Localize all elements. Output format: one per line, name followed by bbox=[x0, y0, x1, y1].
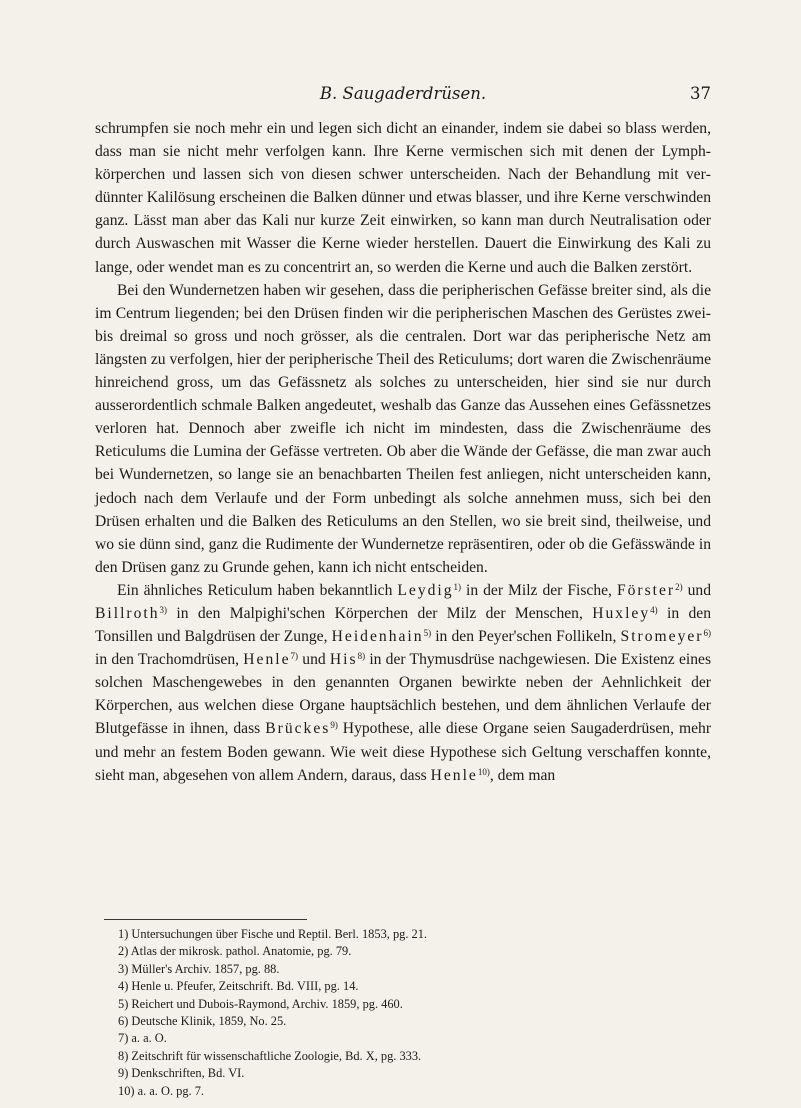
footnote-item: 2) Atlas der mikrosk. pathol. Anatomie, pg. 79. bbox=[118, 944, 352, 959]
paragraph-3-text: in den Malpighi'schen Körperchen der Milz der Menschen, bbox=[167, 604, 593, 622]
footnote-item: 8) Zeitschrift für wissenschaftliche Zoologie, Bd. X, pg. 333. bbox=[118, 1048, 422, 1063]
author-name: Leydig bbox=[397, 581, 454, 599]
footnote-item: 5) Reichert und Dubois-Raymond, Archiv. 1859, pg. 460. bbox=[118, 996, 403, 1011]
paragraph-1: schrumpfen sie noch mehr ein und legen sich dicht an einander, indem sie dabei so blass werden, dass man sie nicht mehr verfolgen kann. Ihre Kerne vermischen sich mit denen der Lymphkörperchen und lassen sich von diesen schwer unterscheiden. Nach der Behandlung mit verdünnter Kalilösung erscheinen die Balken dünner und etwas blasser, und ihre Kerne verschwinden ganz. Lässt man aber das Kali nur kurze Zeit einwirken, so kann man durch Neutralisation oder durch Auswaschen mit Wasser die Kerne wieder herstellen. Dauert die Einwirkung des Kali zu lange, oder wendet man es zu concentrirt an, so werden die Kerne und auch die Balken zerstört. bbox=[95, 120, 711, 276]
footnote-item: 7) a. a. O. bbox=[118, 1031, 167, 1046]
paragraph-3-text: , dem man bbox=[489, 766, 556, 784]
author-name: Brückes bbox=[265, 720, 331, 738]
footnote-item: 9) Denkschriften, Bd. VI. bbox=[118, 1066, 245, 1081]
footnote-ref: 3) bbox=[159, 604, 168, 615]
running-header bbox=[95, 84, 711, 108]
author-name: Förster bbox=[616, 581, 676, 599]
paragraph-3-text: in der Milz der Fische, bbox=[461, 581, 617, 599]
footnote-ref: 8) bbox=[357, 651, 366, 662]
footnote-item: 6) Deutsche Klinik, 1859, No. 25. bbox=[118, 1014, 287, 1029]
footnote-item: 10) a. a. O. pg. 7. bbox=[118, 1083, 205, 1098]
paragraph-3-text: Ein ähnliches Reticulum haben bekanntlich bbox=[117, 581, 398, 599]
author-name: His bbox=[329, 651, 358, 669]
footnote-ref: 4) bbox=[650, 604, 658, 615]
footnote-ref: 5) bbox=[423, 628, 432, 639]
paragraph-3-text: und bbox=[298, 651, 330, 669]
footnote-item: 1) Untersuchungen über Fische und Reptil. Berl. 1853, pg. 21. bbox=[118, 927, 428, 941]
footnotes-list bbox=[118, 926, 698, 1100]
paragraph-3 bbox=[95, 579, 711, 787]
author-name: Stromeyer bbox=[620, 628, 704, 646]
paragraph-2: Bei den Wundernetzen haben wir gesehen, dass die peripherischen Gefässe breiter sind, als die im Centrum liegenden; bei den Drüsen finden wir die peripherischen Maschen des Gerüstes zwei- bis dreimal so gross und noch grösser, als die centralen. Dort war das peripherische Netz am längsten zu verfolgen, hier der peripherische Theil des Reticulums; dort waren die Zwischenräume hinreichend gross, um das Gefässnetz als solches zu unterscheiden, hier sind sie nur durch ausserordentlich schmale Balken angedeutet, weshalb das Ganze das Aussehen eines Gefässnetzes verloren hat. Dennoch aber zweifle ich nicht im mindesten, dass die Zwischenräume des Reticulums die Lumina der Gefässe vertreten. Ob aber die Wände der Gefässe, die man zwar auch bei Wundernetzen, so lange sie an benachbarten Theilen fest anliegen, nicht unterscheiden kann, jedoch nach dem Verlaufe und der Form unbedingt als solche annehmen muss, sich bei den Drüsen erhalten und die Balken des Reticulums an den Stellen, wo sie breit sind, theilweise, und wo sie dünn sind, ganz die Rudimente der Wundernetze repräsentiren, oder ob die Gefässwände in den Drüsen ganz zu Grunde gehen, kann ich nicht entscheiden. bbox=[95, 281, 711, 576]
paragraph-3-text: in den Tonsillen und Balgdrüsen der Zunge, bbox=[95, 604, 711, 646]
paragraph-3-text: in den Trachomdrüsen, bbox=[95, 651, 244, 669]
paragraph-3-text: Hypothese, alle diese Organe seien Saugaderdrüsen, mehr und mehr an festem Boden gewann. Wie weit diese Hypothese sich Geltung verschaffen konnte, sieht man, abgesehen von allem Andern, daraus, dass bbox=[95, 720, 712, 784]
body-text bbox=[95, 117, 711, 787]
footnote-ref: 1) bbox=[453, 581, 462, 592]
footnote-ref: 10) bbox=[477, 766, 490, 777]
paragraph-3-text: in der Thymusdrüse nachgewiesen. Die Existenz eines solchen Maschengewebes in den genannten Organen bewirkte neben der Aehnlichkeit der Körperchen, aus welchen diese Organe hauptsächlich bestehen, und dem ähnlichen Verlaufe der Blutgefässe in ihnen, dass bbox=[95, 651, 712, 738]
author-name: Huxley bbox=[592, 604, 651, 622]
author-name: Heidenhain bbox=[331, 628, 424, 646]
footnote-ref: 7) bbox=[290, 651, 299, 662]
author-name: Henle bbox=[430, 766, 478, 784]
footnote-item: 4) Henle u. Pfeufer, Zeitschrift. Bd. VIII, pg. 14. bbox=[118, 979, 359, 994]
paragraph-3-text: in den Peyer'schen Follikeln, bbox=[431, 628, 621, 646]
author-name: Henle bbox=[243, 651, 291, 669]
page-number: 37 bbox=[690, 84, 711, 103]
footnote-ref: 9) bbox=[330, 720, 338, 731]
footnote-item: 3) Müller's Archiv. 1857, pg. 88. bbox=[118, 961, 280, 976]
footnote-divider bbox=[104, 919, 307, 920]
footnote-ref: 2) bbox=[675, 581, 683, 592]
author-name: Billroth bbox=[95, 604, 160, 622]
paragraph-3-text: und bbox=[682, 581, 711, 599]
footnote-ref: 6) bbox=[703, 628, 711, 639]
running-title: B. Saugaderdrüsen. bbox=[319, 84, 487, 103]
